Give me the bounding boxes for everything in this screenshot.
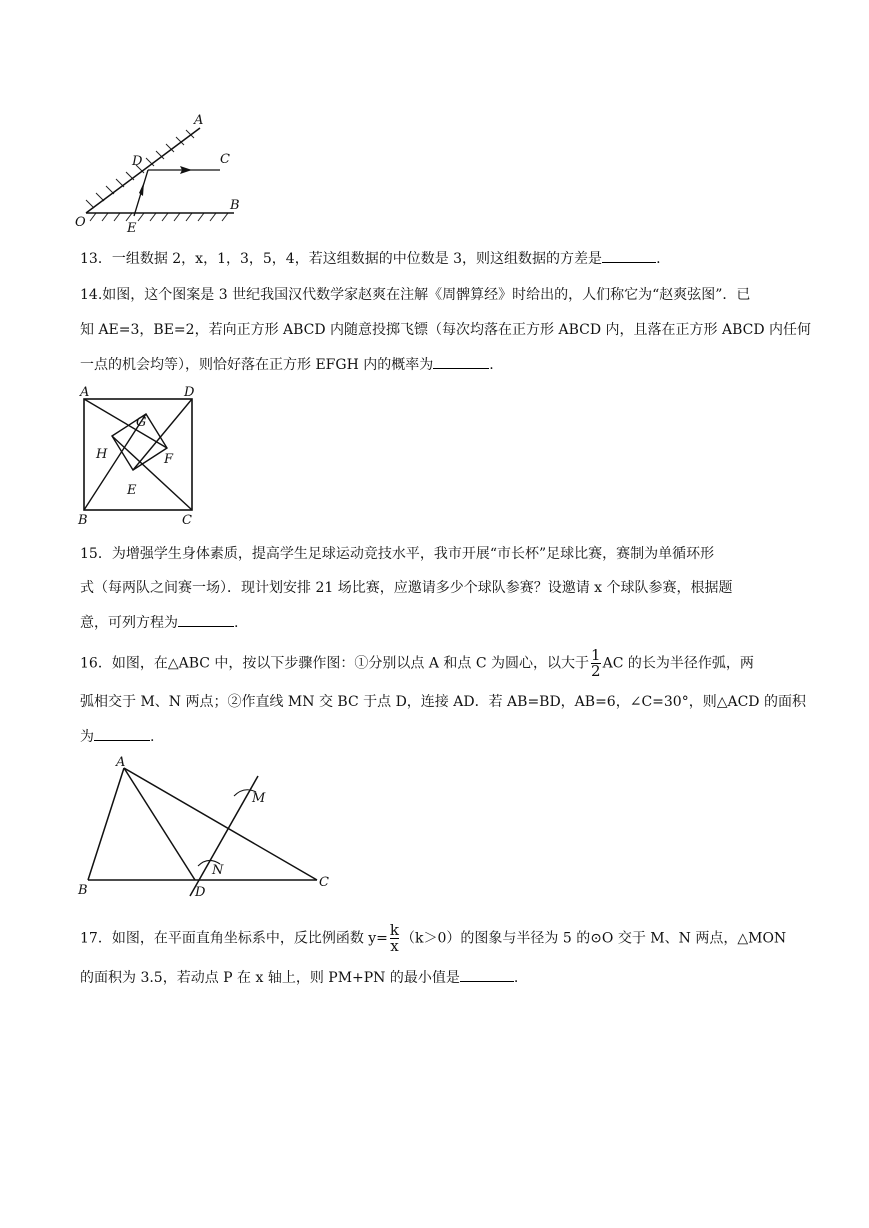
q14-answer-blank: [433, 354, 489, 369]
q15-text: 意，可列方程为: [80, 615, 178, 631]
mirror-ob-hatching: [90, 213, 228, 221]
q17-frac-den: x: [390, 937, 399, 955]
q16-frac-num: 1: [591, 646, 601, 664]
q15-answer-blank: [178, 612, 234, 627]
q16-text-c: 为: [80, 729, 94, 745]
label-f: F: [164, 452, 174, 467]
question-16-line-1: [80, 648, 754, 679]
q17-text-b: （k＞0）的图象与半径为 5 的⊙O 交于 M、N 两点，△MON: [401, 930, 787, 947]
q17-text-c: 的面积为 3.5，若动点 P 在 x 轴上，则 PM+PN 的最小值是: [80, 970, 460, 986]
question-16-line-2: 弧相交于 M、N 两点；②作直线 MN 交 BC 于点 D，连接 AD．若 AB=BD，AB=6，∠C=30°，则△ACD 的面积: [80, 694, 806, 710]
label-d: D: [132, 154, 143, 169]
ray-ed-arrow: [139, 182, 144, 196]
label-b: B: [230, 198, 240, 213]
label-o: O: [75, 215, 86, 230]
question-17-line-1: [80, 923, 786, 954]
q14-text: 一点的机会均等），则恰好落在正方形 EFGH 内的概率为: [80, 357, 434, 373]
q17-text-a: 17．如图，在平面直角坐标系中，反比例函数 y=: [80, 930, 388, 947]
q17-answer-blank: [460, 967, 514, 982]
label-a: A: [80, 385, 90, 400]
segment-d-e: [133, 399, 192, 470]
question-15-line-1: 15．为增强学生身体素质，提高学生足球运动竞技水平，我市开展“市长杯”足球比赛，赛制为单循环形: [80, 546, 715, 562]
q13-answer-blank: [602, 248, 656, 263]
question-13: [80, 248, 661, 269]
question-15-line-3: [80, 612, 238, 633]
question-17-line-2: [80, 967, 518, 988]
q16-frac-den: 2: [591, 662, 601, 680]
question-14-line-1: 14.如图，这个图案是 3 世纪我国汉代数学家赵爽在注解《周髀算经》时给出的，人们称它为“赵爽弦图”．已: [80, 287, 751, 303]
label-c: C: [182, 513, 192, 528]
label-d: D: [184, 385, 195, 400]
question-14-line-3: [80, 354, 494, 375]
question-14-line-2: 知 AE=3，BE=2，若向正方形 ABCD 内随意投掷飞镖（每次均落在正方形 ABCD 内，且落在正方形 ABCD 内任何: [80, 322, 812, 338]
q16-text-b: AC 的长为半径作弧，两: [602, 655, 754, 672]
label-h: H: [96, 447, 108, 462]
q16-fraction: [591, 648, 601, 679]
label-c: C: [319, 875, 329, 890]
label-b: B: [78, 883, 88, 898]
label-e: E: [127, 221, 137, 236]
q13-text: 13．一组数据 2，x，1，3，5，4，若这组数据的中位数是 3，则这组数据的方差是: [80, 251, 603, 267]
q17-end: .: [513, 970, 519, 986]
label-a: A: [116, 756, 126, 770]
q17-frac-num: k: [389, 921, 399, 939]
q15-end: .: [234, 615, 239, 631]
label-a: A: [194, 113, 204, 128]
triangle-figure: [72, 756, 342, 904]
label-c: C: [220, 152, 230, 167]
label-e: E: [127, 483, 137, 498]
q17-fraction: [390, 923, 399, 954]
q16-end: .: [150, 729, 155, 745]
label-b: B: [78, 513, 88, 528]
label-g: G: [136, 415, 147, 430]
q16-text-a: 16．如图，在△ABC 中，按以下步骤作图：①分别以点 A 和点 C 为圆心，以大于: [80, 655, 590, 672]
label-m: M: [252, 791, 266, 806]
mirror-figure: [72, 108, 252, 238]
segment-ab: [88, 768, 124, 880]
label-n: N: [212, 863, 224, 878]
q16-answer-blank: [94, 726, 150, 741]
segment-a-f: [84, 399, 167, 448]
question-15-line-2: 式（每两队之间赛一场）．现计划安排 21 场比赛，应邀请多少个球队参赛？设邀请 x 个球队参赛，根据题: [80, 580, 733, 596]
q13-end: .: [656, 251, 661, 267]
q14-end: .: [489, 357, 494, 373]
line-mn: [190, 776, 258, 896]
zhao-shuang-figure: [74, 384, 204, 530]
label-d: D: [195, 885, 206, 900]
segment-ad: [124, 768, 195, 880]
question-16-line-3: [80, 726, 154, 747]
